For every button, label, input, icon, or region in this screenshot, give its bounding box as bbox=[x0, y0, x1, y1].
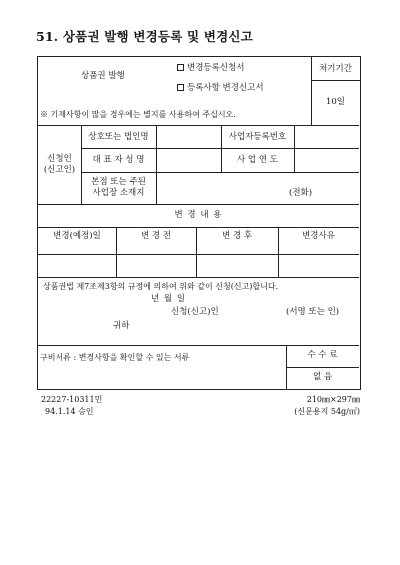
address-field[interactable] bbox=[157, 173, 285, 203]
declaration-date: 년 월 일 bbox=[151, 294, 187, 304]
signer-label: 신청(신고)인 bbox=[171, 307, 219, 317]
address-label-sub: 사업장 소재지 bbox=[92, 188, 145, 198]
business-year-label: 사 업 연 도 bbox=[237, 155, 278, 165]
issuance-label: 상품권 발행 bbox=[81, 71, 125, 81]
reason-field[interactable] bbox=[279, 255, 358, 276]
application-form bbox=[37, 56, 361, 390]
rule-changes-title bbox=[38, 227, 359, 228]
phone-label: (전화) bbox=[289, 188, 313, 198]
rule-fee-divider bbox=[286, 367, 359, 368]
representative-field[interactable] bbox=[157, 149, 220, 171]
recipient-label: 귀하 bbox=[113, 321, 130, 331]
applicant-label-sub: (신고인) bbox=[43, 165, 76, 175]
paper-type: (신문용지 54g/㎡) bbox=[294, 407, 360, 416]
period-label: 처기기간 bbox=[319, 64, 352, 74]
business-year-field[interactable] bbox=[295, 149, 358, 171]
period-divider bbox=[311, 80, 360, 81]
fee-label: 수 수 료 bbox=[307, 350, 338, 360]
option-change-registration[interactable]: 변경등록신청서 bbox=[177, 63, 244, 73]
header-note: ※ 기재사항이 많을 경우에는 별지를 사용하여 주십시오. bbox=[40, 110, 236, 119]
rule-applicant-bottom bbox=[38, 204, 359, 205]
address-label: 본점 또는 주된 bbox=[91, 177, 146, 187]
option-change-report[interactable]: 등록사항 변경신고서 bbox=[177, 83, 264, 93]
applicant-label: 신청인 bbox=[47, 154, 72, 164]
business-name-field[interactable] bbox=[157, 126, 220, 147]
paper-size: 210㎜×297㎜ bbox=[306, 395, 360, 404]
approval-date: 94.1.14 승인 bbox=[45, 407, 94, 416]
sign-hint: (서명 또는 인) bbox=[286, 307, 340, 317]
rule-declaration-bottom bbox=[38, 345, 359, 346]
col-reason: 변경사유 bbox=[302, 231, 335, 241]
changes-section-title: 변 경 내 용 bbox=[174, 210, 223, 220]
col-change-date: 변경(예정)일 bbox=[53, 231, 101, 241]
business-reg-no-field[interactable] bbox=[295, 126, 358, 147]
after-field[interactable] bbox=[197, 255, 277, 276]
col-after: 변 경 후 bbox=[221, 231, 253, 241]
col-before: 변 경 전 bbox=[140, 231, 172, 241]
declaration-text: 상품권법 제7조제3항의 규정에 의하여 위와 같이 신청(신고)합니다. bbox=[43, 282, 279, 291]
fee-value: 없 음 bbox=[312, 372, 333, 382]
required-documents: 구비서류 : 변경사항을 확인할 수 있는 서류 bbox=[40, 353, 190, 362]
business-reg-no-label: 사업자등록번호 bbox=[228, 132, 287, 142]
before-field[interactable] bbox=[117, 255, 195, 276]
rule-changes-row bbox=[38, 277, 359, 278]
form-number: 22227-10311민 bbox=[41, 395, 103, 404]
representative-label: 대 표 자 성 명 bbox=[92, 155, 145, 165]
form-title: 51. 상품권 발행 변경등록 및 변경신고 bbox=[36, 29, 253, 44]
checkbox-icon[interactable] bbox=[177, 64, 184, 71]
checkbox-icon[interactable] bbox=[177, 84, 184, 91]
business-name-label: 상호또는 법인명 bbox=[88, 132, 149, 142]
change-date-field[interactable] bbox=[39, 255, 115, 276]
period-value: 10일 bbox=[325, 97, 346, 107]
